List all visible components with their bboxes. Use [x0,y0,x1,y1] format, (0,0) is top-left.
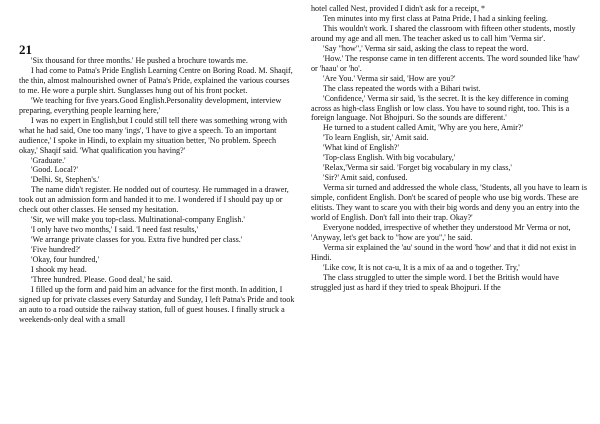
paragraph: 'Graduate.' [31,155,66,165]
chapter-number: 21 [19,42,32,57]
paragraph: 'Okay, four hundred,' [31,255,100,265]
paragraph: I filled up the form and paid him an advance for the first month. In addition, I signed up for private classes every Saturday and Sunday, I left Patna's Pride and took an auto to a road outside the railway station, full of guest houses. I finally struck a weekends-only deal with a small [19,284,295,324]
paragraph: 'We teaching for five years.Good English.Personality development, interview preparing, everything people learning here,' [19,95,282,115]
paragraph: The class struggled to utter the simple word. I bet the British would have struggled just as hard if they tried to speak Bhojpuri. If the [311,272,560,292]
paragraph: This wouldn't work. I shared the classroom with fifteen other students, mostly around my age and all men. The teacher asked us to call him 'Verma sir'. [311,23,576,43]
paragraph: 'I only have two months,' I said. 'I need fast results,' [31,225,199,235]
right-text-column [311,4,587,293]
paragraph: I shook my head. [31,265,87,275]
paragraph: 'Relax,'Verma sir said. 'Forget big vocabulary in my class,' [323,163,512,173]
paragraph: Verma sir explained the 'au' sound in the word 'how' and that it did not exist in Hindi. [311,242,577,262]
paragraph: 'Five hundred?' [31,245,81,255]
paragraph: 'Top-class English. With big vocabulary,' [323,153,456,163]
paragraph: Verma sir turned and addressed the whole class, 'Students, all you have to learn is simple, confident English. Don't be scared of people who use big words. These are elitists. They want to scare you with their big words and deny you an entry into the world of English. Don't fall into their trap. Okay?' [311,183,587,223]
paragraph: 'What kind of English?' [323,143,399,153]
paragraph: 'Like cow, It is not ca-u, It is a mix of aa and o together. Try,' [323,262,520,272]
paragraph: 'How.' The response came in ten different accents. The word sounded like 'haw' or 'haau' or 'ho'. [311,53,580,73]
paragraph: Ten minutes into my first class at Patna Pride, I had a sinking feeling. [323,13,548,23]
paragraph: I had come to Patna's Pride English Learning Centre on Boring Road. M. Shaqif, the thin, almost malnourished owner of Patna's Pride, explained the various courses to me. He wore a purple shirt. Sunglasses hung out of his front pocket. [19,65,293,95]
paragraph: 'Are You.' Verma sir said, 'How are you?' [323,73,456,83]
paragraph: I was no expert in English,but I could still tell there was something wrong with what he had said, One too many 'ings', 'I have to give a speech. To an important audience,' I spoke in Hindi, to explain my situation better, 'No problem. Speech okay,' Shaqif said. 'What qualification you having?' [19,115,288,155]
paragraph: hotel called Nest, provided I didn't ask for a receipt, * [311,4,486,13]
paragraph: 'Confidence,' Verma sir said, 'is the secret. It is the key difference in coming across as high-class English or low class. You have to sound right, too. This is a foreign language. Not Bhojpuri. So the sounds are different.' [311,93,570,123]
paragraph: 'Good. Local?' [31,165,78,175]
paragraph: 'Say "how",' Verma sir said, asking the class to repeat the word. [323,43,529,53]
paragraph: The name didn't register. He nodded out of courtesy. He rummaged in a drawer, took out an admission form and handed it to me. I wondered if I should pay up or check out other classes. He sensed my hesitation. [19,185,289,215]
paragraph: Everyone nodded, irrespective of whether they understood Mr Verma or not, 'Anyway, let's get back to "how are you",' he said. [311,222,571,242]
paragraph: The class repeated the words with a Bihari twist. [323,83,481,93]
paragraph: 'Six thousand for three months.' He pushed a brochure towards me. [31,56,248,65]
paragraph: 'Sir?' Amit said, confused. [323,173,408,183]
paragraph: 'Sir, we will make you top-class. Multinational-company English.' [31,215,245,225]
paragraph: 'We arrange private classes for you. Extra five hundred per class.' [31,235,243,245]
left-text-column [19,56,295,325]
paragraph: 'Three hundred. Please. Good deal,' he said. [31,274,173,284]
paragraph: He turned to a student called Amit, 'Why are you here, Amir?' [323,123,524,133]
paragraph: 'To learn English, sir,' Amit said. [323,133,429,143]
paragraph: 'Delhi. St, Stephen's.' [31,175,100,185]
